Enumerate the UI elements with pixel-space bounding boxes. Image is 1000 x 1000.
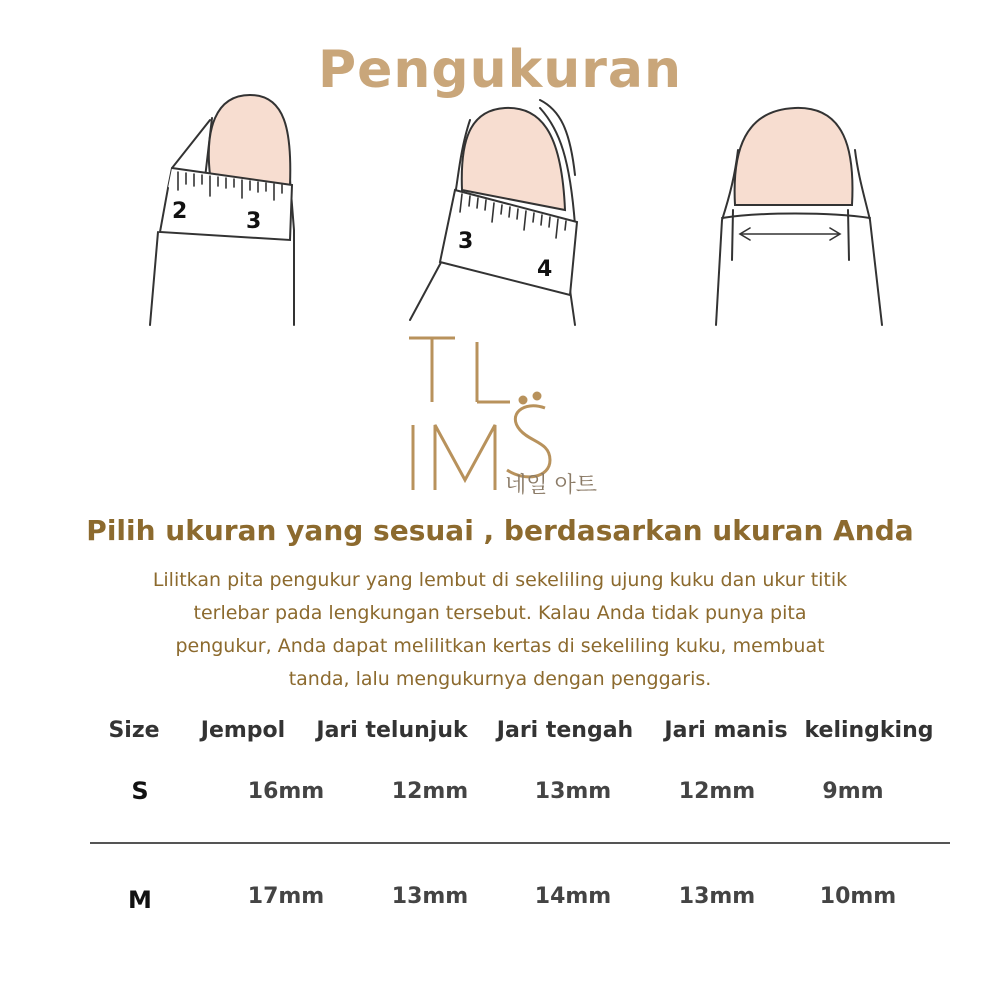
headline: Pilih ukuran yang sesuai , berdasarkan ukuran Anda (86, 514, 914, 547)
table-cell: 17mm (247, 884, 325, 909)
thumb-with-ruler-drawing (150, 95, 294, 325)
table-cell: 13mm (391, 884, 469, 909)
ruler-number: 3 (458, 229, 474, 254)
brand-logo (395, 330, 625, 500)
finger-measuring-illustration (0, 0, 1000, 340)
logo-korean-text: 네일 아트 (505, 473, 598, 498)
table-header-jempol: Jempol (200, 718, 286, 743)
index-finger-with-ruler-drawing (410, 100, 577, 325)
ruler-number: 2 (172, 199, 188, 224)
page-title: Pengukuran (318, 40, 682, 100)
table-cell: 16mm (247, 779, 325, 804)
nail-width-drawing (716, 108, 882, 325)
instructions-line: terlebar pada lengkungan tersebut. Kalau Anda tidak punya pita (193, 602, 807, 624)
row-size-label: S (131, 777, 149, 805)
table-cell: 12mm (678, 779, 756, 804)
table-cell: 10mm (819, 884, 897, 909)
row-divider (90, 842, 950, 844)
table-cell: 12mm (391, 779, 469, 804)
table-header-jari-telunjuk: Jari telunjuk (316, 718, 468, 743)
instructions-line: Lilitkan pita pengukur yang lembut di sekeliling ujung kuku dan ukur titik (152, 569, 848, 591)
instructions-paragraph (80, 564, 920, 696)
table-header-size: Size (108, 718, 160, 743)
ruler-number: 4 (537, 257, 553, 282)
row-size-label: M (128, 886, 152, 914)
table-cell: 14mm (534, 884, 612, 909)
instructions-line: tanda, lalu mengukurnya dengan penggaris. (288, 668, 712, 690)
table-header-jari-manis: Jari manis (664, 718, 788, 743)
ruler-number: 3 (246, 209, 262, 234)
table-cell: 13mm (534, 779, 612, 804)
instructions-line: pengukur, Anda dapat melilitkan kertas di sekeliling kuku, membuat (175, 635, 825, 657)
table-header-kelingking: kelingking (804, 718, 934, 743)
table-header-jari-tengah: Jari tengah (496, 718, 634, 743)
table-cell: 13mm (678, 884, 756, 909)
table-cell: 9mm (822, 779, 884, 804)
